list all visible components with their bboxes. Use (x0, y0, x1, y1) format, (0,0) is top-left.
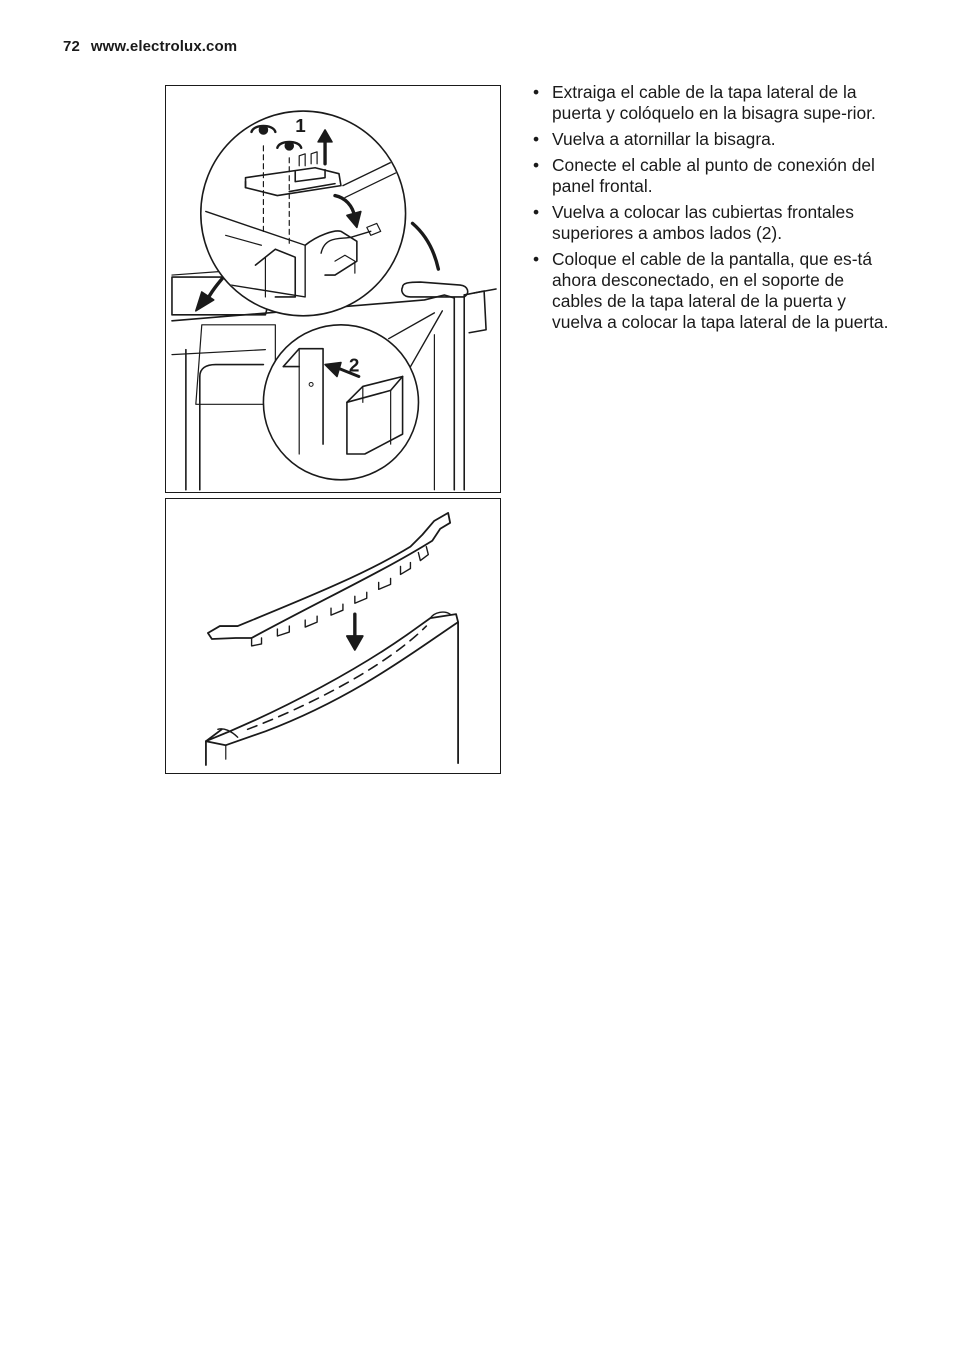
website-link[interactable]: www.electrolux.com (90, 38, 238, 55)
instruction-item: • Vuelva a colocar las cubiertas frontales superiores a ambos lados (2). (532, 202, 892, 244)
callout-1-label: 1 (295, 115, 306, 137)
upper-cover (208, 513, 450, 639)
door-top-edge (206, 614, 458, 745)
instruction-item: • Conecte el cable al punto de conexión del panel frontal. (532, 155, 892, 197)
instruction-item: • Vuelva a atornillar la bisagra. (532, 129, 892, 150)
detail-circle-cover (263, 325, 418, 480)
instruction-item: • Coloque el cable de la pantalla, que es-tá ahora desconectado, en el soporte de cables de la tapa lateral de la puerta y vuelva a colocar la tapa lateral de la puerta. (532, 249, 892, 333)
arrow-down-icon (347, 636, 363, 650)
instruction-list (532, 82, 892, 338)
page-header (63, 38, 237, 55)
page-number: 72 (63, 38, 80, 55)
instruction-item: • Extraiga el cable de la tapa lateral de la puerta y colóquelo en la bisagra supe-rior. (532, 82, 892, 124)
callout-2-label: 2 (348, 355, 360, 377)
hinge-cover (402, 282, 468, 297)
illustration-hinge-cable (165, 85, 501, 493)
illustration-top-cover (165, 498, 501, 774)
